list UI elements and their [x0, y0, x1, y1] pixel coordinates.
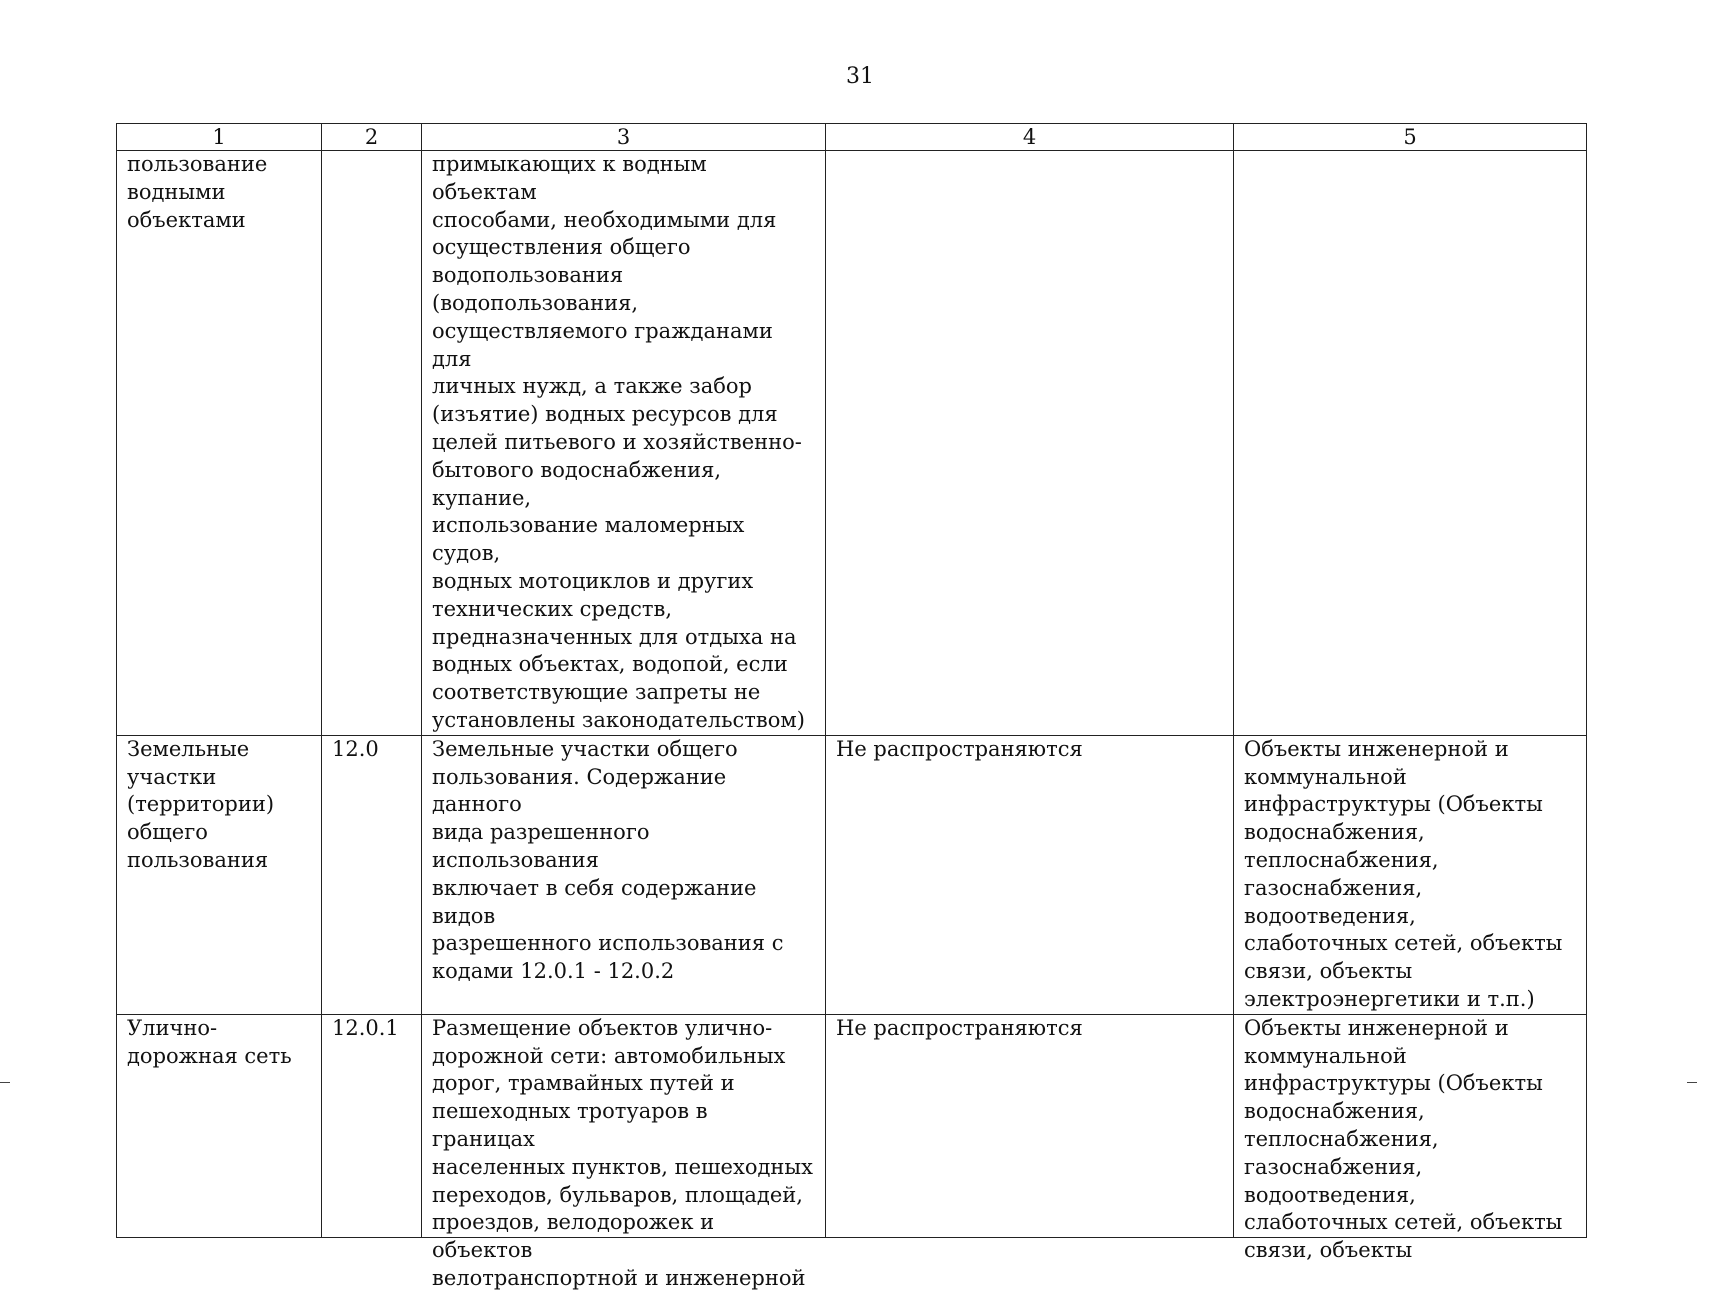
use-name-text: Улично- дорожная сеть — [127, 1015, 292, 1068]
description-text: примыкающих к водным объектам способами, необходимыми для осуществления общего водопользования (водопользования, осуществляемого гражданами для личных нужд, а также забор (изъятие) водных ресурсов для целей питьевого и хозяйственно- бытового водоснабжения, купание, использование маломерных судов, водных мотоциклов и других технических средств, предназначенных для отдыха на водных объектах, водопой, если соответствующие запреты не установлены законодательством) — [432, 152, 805, 732]
column-5-text: Объекты инженерной и коммунальной инфраструктуры (Объекты водоснабжения, теплоснабжения, газоснабжения, водоотведения, слаботочных сетей, объекты связи, объекты — [1244, 1015, 1563, 1263]
table-header-row — [117, 124, 1587, 151]
code-cell — [322, 1014, 422, 1237]
description-cell — [422, 735, 826, 1014]
code-cell — [322, 735, 422, 1014]
table-row — [117, 735, 1587, 1014]
column-header: 3 — [422, 124, 826, 151]
column-5-cell — [1234, 1014, 1587, 1263]
code-cell — [322, 151, 422, 736]
description-text: Размещение объектов улично- дорожной сети: автомобильных дорог, трамвайных путей и пешеходных тротуаров в границах населенных пунктов, пешеходных переходов, бульваров, площадей, проездов, велодорожек и объектов велотранспортной и инженерной — [432, 1015, 813, 1290]
code-text: 12.0.1 — [332, 1015, 399, 1040]
column-4-cell — [826, 1014, 1234, 1237]
page-number: 31 — [846, 64, 874, 89]
left-margin-mark — [0, 1082, 10, 1083]
use-name-text: Земельные участки (территории) общего пользования — [127, 736, 275, 872]
use-name-cell — [117, 151, 322, 736]
column-4-cell — [826, 735, 1234, 1014]
column-header: 4 — [826, 124, 1234, 151]
use-name-cell — [117, 735, 322, 1014]
description-cell — [422, 151, 826, 736]
column-header: 5 — [1234, 124, 1587, 151]
column-header: 2 — [322, 124, 422, 151]
table-row — [117, 151, 1587, 736]
use-name-cell — [117, 1014, 322, 1237]
column-5-text: Объекты инженерной и коммунальной инфраструктуры (Объекты водоснабжения, теплоснабжения, газоснабжения, водоотведения, слаботочных сетей, объекты связи, объекты электроэнергетики и т.п.) — [1244, 736, 1563, 1011]
description-cell — [422, 1014, 826, 1290]
code-text: 12.0 — [332, 736, 379, 761]
column-header: 1 — [117, 124, 322, 151]
column-4-text: Не распространяются — [836, 736, 1083, 761]
right-margin-mark — [1687, 1082, 1697, 1083]
use-name-text: пользование водными объектами — [127, 152, 268, 232]
description-text: Земельные участки общего пользования. Содержание данного вида разрешенного использования включает в себя содержание видов разрешенного использования с кодами 12.0.1 - 12.0.2 — [432, 736, 784, 984]
table-row — [117, 1014, 1587, 1237]
regulations-table — [116, 123, 1587, 1290]
column-5-cell — [1234, 735, 1587, 1014]
column-5-cell — [1234, 151, 1587, 736]
column-4-cell — [826, 151, 1234, 736]
column-4-text: Не распространяются — [836, 1015, 1083, 1040]
